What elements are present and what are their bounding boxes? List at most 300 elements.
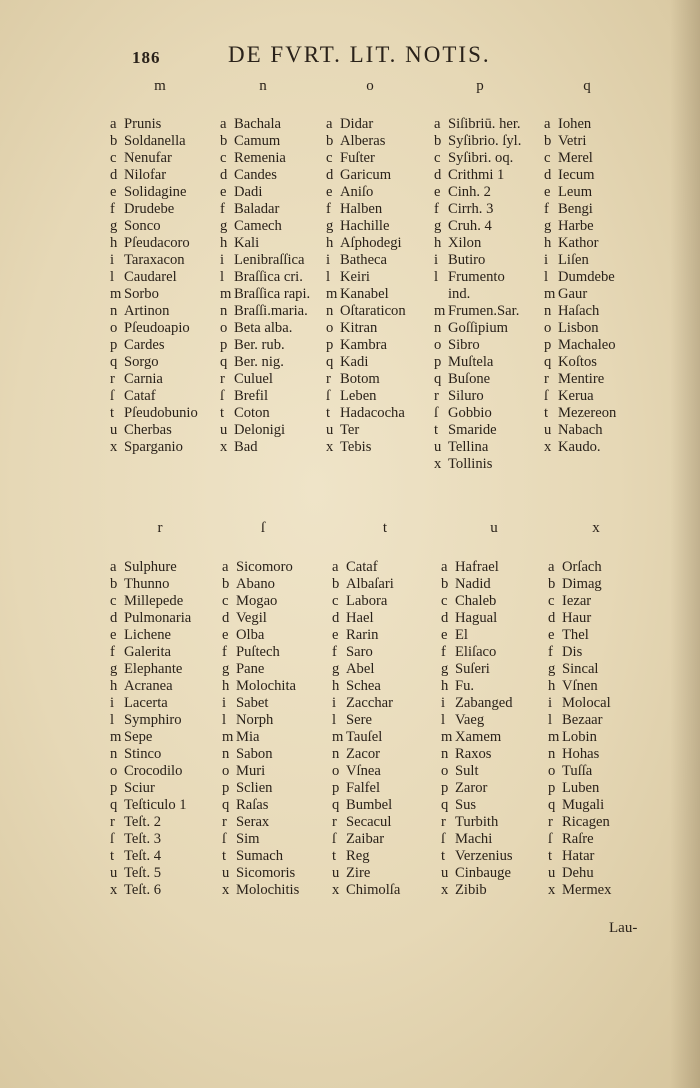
entry-letter: ſ [222,831,227,847]
glossary-entry [544,422,616,439]
glossary-entry [220,184,310,201]
entry-word: Xamem [455,729,502,745]
glossary-entry [544,286,616,303]
entry-word: Luben [562,780,600,796]
entry-letter: t [434,422,439,438]
entry-word: Stinco [124,746,162,762]
glossary-entry [544,116,616,133]
glossary-entry [441,712,513,729]
entry-word: Mezereon [558,405,617,421]
entry-letter: d [434,167,442,183]
glossary-entry [326,235,406,252]
glossary-entry [222,746,299,763]
glossary-entry [326,116,406,133]
entry-letter: b [110,133,118,149]
entry-word: Nadid [455,576,491,592]
entry-word: Zaror [455,780,488,796]
entry-word: Culuel [234,371,273,387]
glossary-entry [110,780,191,797]
glossary-entry [548,661,611,678]
entry-word: Gaur [558,286,588,302]
entry-letter: i [441,695,446,711]
entry-word: Nenufar [124,150,172,166]
entry-letter: c [326,150,333,166]
glossary-entry [332,831,400,848]
entry-word: Bengi [558,201,593,217]
top-column-m [110,116,198,456]
glossary-entry [544,371,616,388]
glossary-entry [220,167,310,184]
entry-letter: u [110,865,118,881]
entry-letter: u [441,865,449,881]
entry-letter: t [110,848,115,864]
entry-word: Tebis [340,439,372,455]
entry-word: Candes [234,167,277,183]
entry-word: Buſone [448,371,491,387]
entry-letter: p [220,337,228,353]
glossary-entry [434,388,521,405]
entry-letter: ſ [441,831,446,847]
entry-word: Cataf [346,559,378,575]
glossary-entry [441,729,513,746]
glossary-entry [544,218,616,235]
entry-word: Zabanged [455,695,513,711]
entry-word: Chimolſa [346,882,401,898]
entry-word: Cinh. 2 [448,184,491,200]
entry-word: Sult [455,763,479,779]
entry-word: Coton [234,405,270,421]
glossary-entry [110,286,198,303]
glossary-entry [110,150,198,167]
entry-letter: t [332,848,337,864]
glossary-entry [548,746,611,763]
entry-letter: p [544,337,552,353]
column-head: ſ [260,520,266,536]
entry-letter: r [548,814,553,830]
entry-word: Molochitis [236,882,300,898]
entry-letter: i [110,252,115,268]
entry-letter: q [110,797,118,813]
entry-word: Prunis [124,116,162,132]
glossary-entry [326,167,406,184]
entry-word: Mermex [562,882,612,898]
glossary-entry [332,627,400,644]
entry-word: Iezar [562,593,592,609]
entry-letter: q [441,797,449,813]
entry-word: Bumbel [346,797,393,813]
entry-letter: t [326,405,331,421]
entry-letter: x [110,882,118,898]
entry-letter: g [434,218,442,234]
entry-letter: g [441,661,449,677]
entry-letter: x [441,882,449,898]
entry-word: El [455,627,468,643]
glossary-entry [326,320,406,337]
glossary-entry [110,116,198,133]
glossary-entry [441,882,513,899]
entry-letter: l [434,269,439,285]
glossary-entry [544,388,616,405]
glossary-entry [434,133,521,150]
glossary-entry [326,133,406,150]
glossary-entry [441,695,513,712]
glossary-entry [110,882,191,899]
glossary-entry [441,763,513,780]
entry-letter: e [110,184,117,200]
glossary-entry [326,371,406,388]
glossary-entry [220,201,310,218]
entry-letter: h [222,678,230,694]
entry-word: Sibro [448,337,480,353]
glossary-entry [222,695,299,712]
entry-letter: i [548,695,553,711]
page-number: 186 [132,48,161,67]
entry-word: ind. [448,286,471,302]
entry-word: Oſtaraticon [340,303,406,319]
entry-letter: q [332,797,340,813]
entry-word: Hafrael [455,559,499,575]
entry-word: Elephante [124,661,183,677]
glossary-entry [220,303,310,320]
entry-word: Falfel [346,780,381,796]
glossary-entry [326,269,406,286]
entry-word: Sus [455,797,477,813]
glossary-entry [222,610,299,627]
entry-word: Sepe [124,729,153,745]
glossary-entry [110,593,191,610]
entry-letter: o [326,320,334,336]
entry-word: Sabon [236,746,273,762]
entry-letter: q [110,354,118,370]
entry-word: Zaibar [346,831,385,847]
entry-word: Abano [236,576,275,592]
entry-word: Alberas [340,133,386,149]
entry-word: Lenibraſſica [234,252,305,268]
entry-word: Sparganio [124,439,183,455]
entry-letter: i [326,252,331,268]
entry-word: Sincal [562,661,599,677]
entry-letter: l [222,712,227,728]
entry-letter: f [544,201,549,217]
entry-letter: a [548,559,555,575]
glossary-entry [544,252,616,269]
entry-letter: u [548,865,556,881]
entry-letter: f [332,644,337,660]
entry-word: Dis [562,644,583,660]
entry-letter: h [220,235,228,251]
glossary-entry [332,797,400,814]
glossary-entry [110,133,198,150]
entry-word: Sulphure [124,559,177,575]
entry-letter: f [326,201,331,217]
entry-letter: d [544,167,552,183]
entry-word: Kambra [340,337,388,353]
entry-letter: x [548,882,556,898]
entry-letter: d [326,167,334,183]
entry-word: Saro [346,644,373,660]
entry-letter: f [110,644,115,660]
entry-word: Baladar [234,201,280,217]
entry-letter: r [332,814,337,830]
entry-letter: u [326,422,334,438]
glossary-entry [544,354,616,371]
glossary-entry [441,848,513,865]
entry-letter: d [222,610,230,626]
entry-word: Puſtech [236,644,280,660]
entry-word: Artinon [124,303,170,319]
entry-word: Butiro [448,252,486,268]
entry-word: Cinbauge [455,865,511,881]
glossary-entry [544,184,616,201]
entry-letter: r [222,814,227,830]
entry-word: Cherbas [124,422,172,438]
entry-letter: e [441,627,448,643]
glossary-entry [434,354,521,371]
glossary-entry [332,763,400,780]
entry-word: Frumento [448,269,505,285]
glossary-entry [220,371,310,388]
glossary-entry [544,337,616,354]
entry-letter: m [110,286,122,302]
column-head: r [157,520,163,536]
entry-word: Garicum [340,167,392,183]
entry-letter: p [110,337,118,353]
entry-word: Molochita [236,678,296,694]
bottom-column-t [332,559,400,899]
entry-letter: c [222,593,229,609]
entry-word: Iecum [558,167,595,183]
glossary-entry [222,729,299,746]
entry-word: Tellina [448,439,489,455]
glossary-entry [220,252,310,269]
glossary-entry [222,882,299,899]
entry-letter: h [441,678,449,694]
glossary-entry [548,678,611,695]
entry-word: Sorgo [124,354,159,370]
entry-word: Kali [234,235,260,251]
glossary-entry [110,218,198,235]
glossary-entry [110,661,191,678]
entry-word: Dehu [562,865,594,881]
entry-word: Machaleo [558,337,616,353]
glossary-entry [332,780,400,797]
glossary-entry [544,167,616,184]
entry-letter: o [548,763,556,779]
entry-letter: g [548,661,556,677]
entry-word: Carnia [124,371,163,387]
entry-letter: p [332,780,340,796]
entry-word: Chaleb [455,593,497,609]
entry-word: Eliſaco [455,644,497,660]
glossary-entry [220,218,310,235]
glossary-entry [326,303,406,320]
glossary-entry [434,116,521,133]
entry-word: Ter [340,422,360,438]
entry-word: Vſnen [562,678,598,694]
entry-letter: t [220,405,225,421]
glossary-entry [222,814,299,831]
glossary-entry [110,201,198,218]
glossary-entry [332,559,400,576]
entry-word: Kadi [340,354,369,370]
entry-letter: r [434,388,439,404]
entry-letter: b [110,576,118,592]
glossary-entry [544,201,616,218]
entry-letter: b [441,576,449,592]
glossary-entry [326,218,406,235]
glossary-entry [110,865,191,882]
glossary-entry [434,286,521,303]
entry-word: Kanabel [340,286,389,302]
glossary-entry [332,746,400,763]
entry-letter: g [110,661,118,677]
column-head: m [154,78,166,94]
entry-word: Botom [340,371,380,387]
glossary-entry [544,235,616,252]
glossary-entry [434,371,521,388]
entry-word: Zacor [346,746,381,762]
entry-letter: m [220,286,232,302]
entry-word: Halben [340,201,383,217]
entry-letter: l [110,712,115,728]
entry-letter: t [222,848,227,864]
glossary-entry [441,661,513,678]
entry-word: Muri [236,763,266,779]
glossary-entry [441,814,513,831]
entry-word: Hadacocha [340,405,405,421]
glossary-entry [110,695,191,712]
column-head: n [259,78,267,94]
glossary-entry [544,405,616,422]
entry-letter: p [110,780,118,796]
entry-letter: n [548,746,556,762]
column-head: o [366,78,374,94]
entry-letter: ſ [434,405,439,421]
entry-letter: x [222,882,230,898]
entry-letter: d [110,610,118,626]
glossary-entry [326,439,406,456]
glossary-entry [548,848,611,865]
glossary-entry [326,337,406,354]
entry-word: Delonigi [234,422,286,438]
glossary-entry [222,593,299,610]
entry-word: Sorbo [124,286,159,302]
glossary-entry [110,678,191,695]
glossary-entry [332,678,400,695]
glossary-entry [326,354,406,371]
entry-word: Sim [236,831,260,847]
glossary-entry [110,763,191,780]
entry-word: Cardes [124,337,165,353]
entry-word: Teſt. 3 [124,831,162,847]
entry-word: Crocodilo [124,763,183,779]
entry-letter: d [441,610,449,626]
column-head: q [583,78,591,94]
glossary-entry [326,286,406,303]
glossary-entry [222,848,299,865]
glossary-entry [220,337,310,354]
entry-word: Aniſo [340,184,374,200]
entry-letter: o [441,763,449,779]
entry-word: Schea [346,678,381,694]
entry-word: Ricagen [562,814,610,830]
entry-word: Sumach [236,848,284,864]
entry-letter: m [326,286,338,302]
glossary-entry [220,235,310,252]
entry-letter: h [548,678,556,694]
glossary-entry [222,576,299,593]
entry-letter: q [326,354,334,370]
glossary-entry [434,422,521,439]
glossary-entry [220,286,310,303]
entry-letter: x [544,439,552,455]
entry-letter: q [220,354,228,370]
entry-word: Vetri [558,133,587,149]
entry-word: Galerita [124,644,171,660]
entry-letter: x [434,456,442,472]
entry-word: Tollinis [448,456,493,472]
glossary-entry [110,610,191,627]
glossary-entry [332,661,400,678]
glossary-entry [222,661,299,678]
entry-word: Raſas [236,797,269,813]
entry-word: Serax [236,814,270,830]
entry-word: Sicomoro [236,559,293,575]
glossary-entry [110,848,191,865]
entry-word: Siſibriū. her. [448,116,521,132]
entry-letter: b [544,133,552,149]
glossary-entry [110,831,191,848]
entry-word: Sicomoris [236,865,296,881]
entry-letter: p [548,780,556,796]
entry-letter: b [548,576,556,592]
glossary-entry [110,184,198,201]
entry-word: Remenia [234,150,286,166]
glossary-entry [544,150,616,167]
glossary-entry [441,576,513,593]
entry-word: Olba [236,627,265,643]
glossary-entry [222,831,299,848]
entry-letter: e [110,627,117,643]
glossary-entry [110,729,191,746]
entry-letter: a [332,559,339,575]
glossary-entry [548,882,611,899]
entry-word: Teſt. 2 [124,814,162,830]
entry-letter: o [544,320,552,336]
entry-letter: d [548,610,556,626]
entry-letter: n [110,303,118,319]
entry-word: Secacul [346,814,392,830]
entry-letter: m [434,303,446,319]
entry-word: Pane [236,661,265,677]
entry-word: Bezaar [562,712,603,728]
glossary-entry [220,405,310,422]
entry-word: Liſen [558,252,589,268]
entry-letter: l [110,269,115,285]
entry-word: Ber. nig. [234,354,284,370]
entry-word: Xilon [448,235,482,251]
glossary-entry [110,627,191,644]
glossary-entry [110,644,191,661]
entry-letter: e [220,184,227,200]
glossary-entry [544,439,616,456]
entry-letter: c [110,593,117,609]
glossary-entry [110,388,198,405]
entry-word: Zibib [455,882,487,898]
glossary-entry [220,439,310,456]
glossary-entry [220,133,310,150]
glossary-entry [434,184,521,201]
